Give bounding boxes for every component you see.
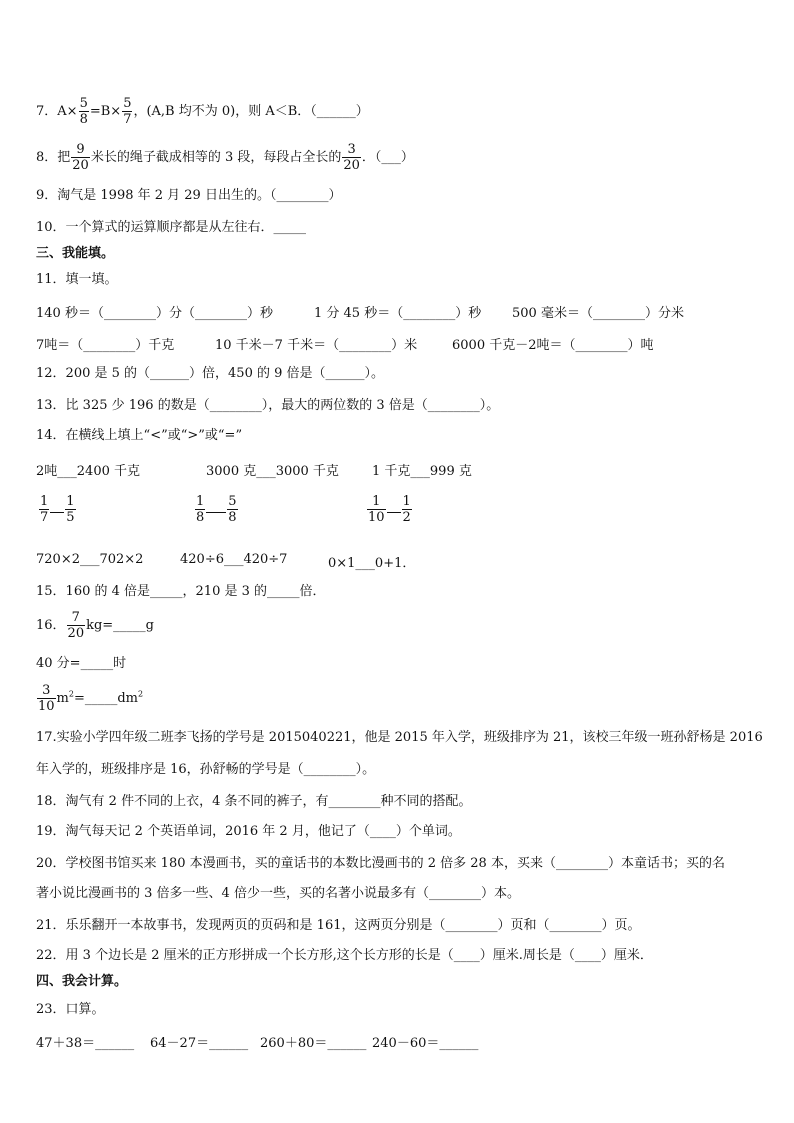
question-16-line2: 40 分=_____时 bbox=[36, 656, 127, 671]
question-10: 10．一个算式的运算顺序都是从左往右．_____ bbox=[36, 220, 307, 235]
q14-row1-item1: 2吨___2400 千克 bbox=[36, 464, 140, 479]
fraction-3-20: $\frac{3}{20}$ bbox=[343, 142, 360, 173]
q11-row2-item2: 10 千米－7 千米＝（________）米 bbox=[215, 338, 418, 353]
question-23-title: 23．口算。 bbox=[36, 1002, 105, 1017]
fraction-5-7: $\frac{5}{7}$ bbox=[123, 96, 132, 127]
q23-item-1: 47＋38＝______ bbox=[36, 1036, 135, 1051]
q14-fraction-compare-2: $\frac{1}{8}$ $\frac{5}{8}$ bbox=[196, 494, 237, 525]
q14-row1-item2: 3000 克___3000 千克 bbox=[206, 464, 339, 479]
question-18: 18．淘气有 2 件不同的上衣，4 条不同的裤子，有________种不同的搭配。 bbox=[36, 794, 472, 809]
q14-row3-item2: 420÷6___420÷7 bbox=[180, 552, 288, 567]
fraction-5-8: $\frac{5}{8}$ bbox=[79, 96, 88, 127]
q14-row1-item3: 1 千克___999 克 bbox=[372, 464, 472, 479]
section-3-heading: 三、我能填。 bbox=[36, 246, 115, 261]
question-21: 21．乐乐翻开一本故事书，发现两页的页码和是 161，这两页分别是（________）页和（________）页。 bbox=[36, 918, 641, 933]
q14-row3-item1: 720×2___702×2 bbox=[36, 552, 144, 567]
question-14-title: 14．在横线上填上“<”或“>”或“=” bbox=[36, 428, 243, 443]
question-19: 19．淘气每天记 2 个英语单词，2016 年 2 月，他记了（____）个单词。 bbox=[36, 824, 461, 839]
q23-item-3: 260＋80＝______ bbox=[260, 1036, 367, 1051]
question-17-line2: 年入学的，班级排序是 16，孙舒畅的学号是（________）。 bbox=[36, 762, 376, 777]
question-12: 12．200 是 5 的（______）倍，450 的 9 倍是（______）。 bbox=[36, 366, 385, 381]
question-20-line1: 20．学校图书馆买来 180 本漫画书，买的童话书的本数比漫画书的 2 倍多 28 本，买来（________）本童话书；买的名 bbox=[36, 856, 725, 871]
q11-row2-item1: 7吨＝（________）千克 bbox=[36, 338, 175, 353]
blank-line[interactable] bbox=[206, 500, 226, 513]
question-17-line1: 17.实验小学四年级二班李飞扬的学号是 2015040221，他是 2015 年入学，班级排序为 21，该校三年级一班孙舒杨是 2016 bbox=[36, 730, 763, 745]
section-4-heading: 四、我会计算。 bbox=[36, 974, 128, 989]
question-16-line3: $\frac{3}{10}$ $m^2=\_\_\_\_\_dm^2$ bbox=[38, 683, 144, 714]
q23-item-4: 240－60＝______ bbox=[372, 1036, 479, 1051]
blank-line[interactable] bbox=[387, 500, 401, 513]
question-11-title: 11．填一填。 bbox=[36, 272, 118, 287]
q14-fraction-compare-3: $\frac{1}{10}$ $\frac{1}{2}$ bbox=[368, 494, 411, 525]
question-20-line2: 著小说比漫画书的 3 倍多一些、4 倍少一些，买的名著小说最多有（________）本。 bbox=[36, 886, 520, 901]
q11-row1-item3: 500 毫米＝（________）分米 bbox=[512, 306, 684, 321]
q11-row1-item1: 140 秒＝（________）分（________）秒 bbox=[36, 306, 273, 321]
fraction-9-20: $\frac{9}{20}$ bbox=[72, 142, 89, 173]
question-22: 22．用 3 个边长是 2 厘米的正方形拼成一个长方形,这个长方形的长是（____）厘米.周长是（____）厘米． bbox=[36, 948, 653, 963]
question-8: 8．把 $\frac{9}{20}$ 米长的绳子截成相等的 3 段，每段占全长的 $\frac{3}{20}$ ．（___） bbox=[36, 142, 414, 173]
q11-row1-item2: 1 分 45 秒＝（________）秒 bbox=[314, 306, 482, 321]
q23-item-2: 64－27＝______ bbox=[150, 1036, 249, 1051]
q14-row3-item3: 0×1___0+1． bbox=[328, 556, 416, 571]
blank-line[interactable] bbox=[50, 500, 64, 513]
question-9: 9．淘气是 1998 年 2 月 29 日出生的。（________） bbox=[36, 188, 342, 203]
question-15: 15．160 的 4 倍是_____，210 是 3 的_____倍． bbox=[36, 584, 326, 599]
question-16-line1: 16． $\frac{7}{20}$ kg=_____g bbox=[36, 610, 155, 641]
question-7: 7．A× $\frac{5}{8}$ =B× $\frac{5}{7}$ ，(A,B 均不为 0)，则 A＜B．（______） bbox=[36, 96, 369, 127]
fraction-7-20: $\frac{7}{20}$ bbox=[67, 610, 85, 641]
fraction-3-10: $\frac{3}{10}$ bbox=[38, 683, 55, 714]
question-13: 13．比 325 少 196 的数是（________），最大的两位数的 3 倍是（________）。 bbox=[36, 398, 500, 413]
q11-row2-item3: 6000 千克－2吨＝（________）吨 bbox=[452, 338, 654, 353]
q14-fraction-compare-1: $\frac{1}{7}$ $\frac{1}{5}$ bbox=[40, 494, 75, 525]
